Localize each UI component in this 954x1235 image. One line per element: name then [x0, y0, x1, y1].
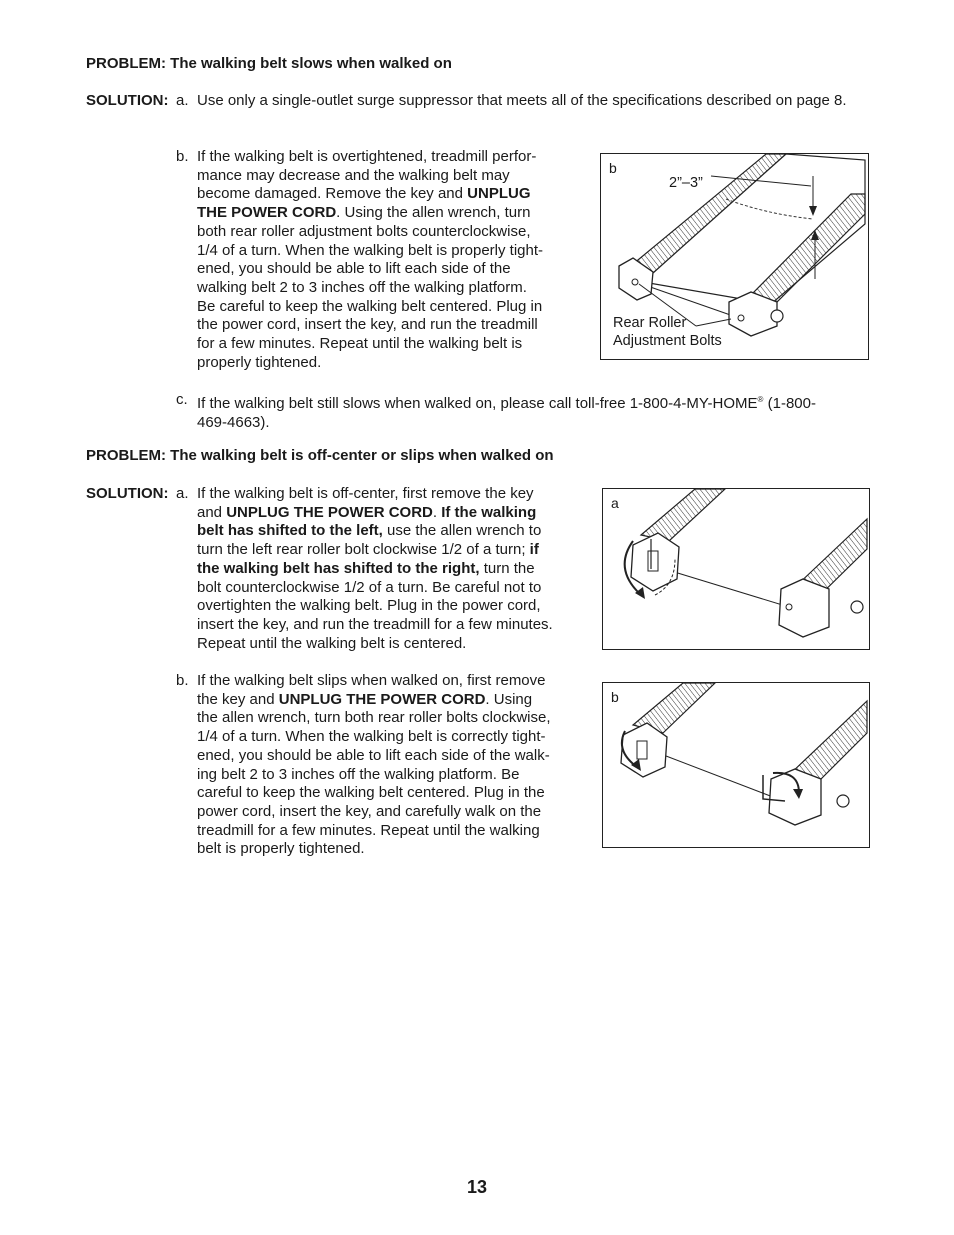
figure-belt-centering [602, 488, 870, 650]
problem-2-b-letter: b. [176, 672, 189, 689]
rear-roller-callout: Rear Roller Adjustment Bolts [613, 315, 722, 349]
figure-letter: b [609, 160, 617, 176]
problem-1-a-letter: a. [176, 92, 189, 109]
treadmill-rear-left-illustration [603, 489, 868, 648]
treadmill-rear-both-illustration [603, 683, 868, 846]
problem-1-solution-label: SOLUTION: [86, 92, 169, 109]
figure-belt-tension [600, 153, 869, 360]
problem-2-b-text: If the walking belt slips when walked on, first remove the key and UNPLUG THE POWER CORD. Using the allen wrench, turn both rear roller bolts clockwise, 1/4 of a turn. When the walking belt is correctly tight- ened, you should be able to lift each side of the walk- ing belt 2 to 3 inches off the walking platform. Be careful to keep the walking belt centered. Plug in the power cord, insert the key, and carefully walk on the treadmill for a few minutes. Repeat until the walking belt is properly tightened. [197, 672, 551, 858]
problem-2-a-text: If the walking belt is off-center, first remove the key and UNPLUG THE POWER CORD. If the walking belt has shifted to the left, use the allen wrench to turn the left rear roller bolt clockwise 1/2 of a turn; if the walking belt has shifted to the right, turn the bolt counterclockwise 1/2 of a turn. Be careful not to overtighten the walking belt. Plug in the power cord, insert the key, and run the treadmill for a few minutes. Repeat until the walking belt is centered. [197, 485, 553, 652]
problem-1-b-letter: b. [176, 148, 189, 165]
figure-letter: b [611, 689, 619, 705]
page-number: 13 [466, 1177, 488, 1197]
measurement-label: 2”–3” [669, 175, 703, 191]
problem-2-a-letter: a. [176, 485, 189, 502]
figure-belt-slip [602, 682, 870, 848]
problem-2-heading: PROBLEM: The walking belt is off-center or slips when walked on [86, 447, 554, 464]
problem-1-c-text: If the walking belt still slows when walked on, please call toll-free 1-800-4-MY-HOME® (1-800- 469-4663). [197, 395, 816, 431]
figure-letter: a [611, 495, 619, 511]
problem-1-c-letter: c. [176, 391, 188, 408]
problem-1-a-text: Use only a single-outlet surge suppressor that meets all of the specifications described on page 8. [197, 92, 847, 109]
problem-1-b-text: If the walking belt is overtightened, treadmill perfor- mance may decrease and the walking belt may become damaged. Remove the key and UNPLUG THE POWER CORD. Using the allen wrench, turn both rear roller adjustment bolts counterclockwise, 1/4 of a turn. When the walking belt is properly tight- ened, you should be able to lift each side of the walking belt 2 to 3 inches off the walking platform. Be careful to keep the walking belt centered. Plug in the power cord, insert the key, and run the treadmill for a few minutes. Repeat until the walking belt is properly tightened. [197, 148, 544, 371]
problem-2-solution-label: SOLUTION: [86, 485, 169, 502]
problem-1-heading: PROBLEM: The walking belt slows when walked on [86, 55, 452, 72]
